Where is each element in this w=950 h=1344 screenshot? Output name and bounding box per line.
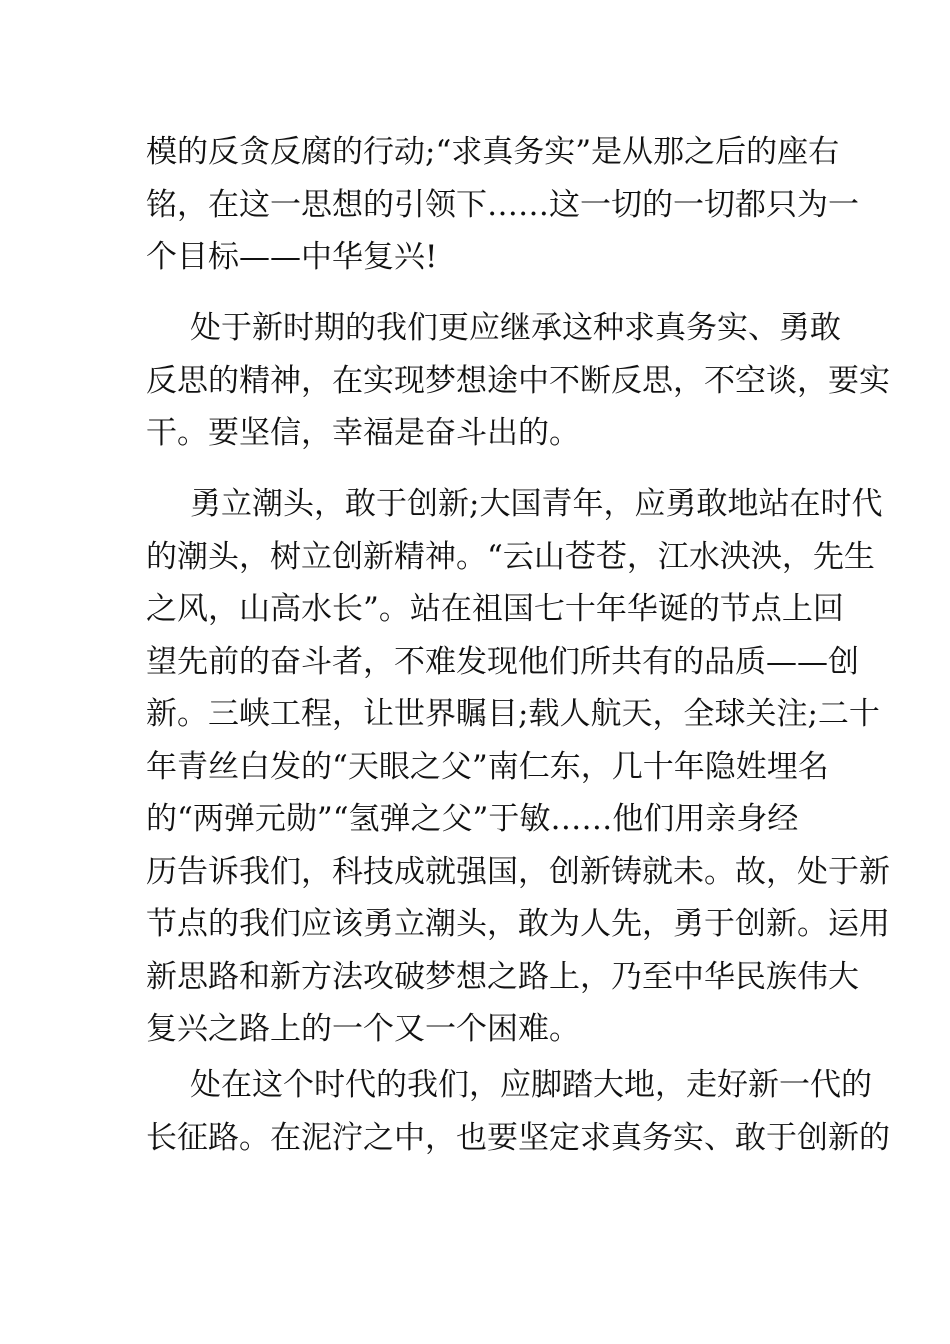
paragraph-2: [146, 302, 890, 460]
paragraph-line: 复兴之路上的一个又一个困难。: [146, 1011, 580, 1047]
paragraph-line: 新思路和新方法攻破梦想之路上，乃至中华民族伟大: [146, 958, 859, 995]
paragraph-line: 历告诉我们，科技成就强国，创新铸就未。故，处于新: [146, 853, 890, 890]
paragraph-line: 处在这个时代的我们，应脚踏大地，走好新一代的: [190, 1067, 872, 1103]
paragraph-line: 铭，在这一思想的引领下……这一切的一切都只为一: [146, 186, 859, 223]
paragraph-line: 干。要坚信，幸福是奋斗出的。: [146, 415, 580, 451]
paragraph-line: 长征路。在泥泞之中，也要坚定求真务实、敢于创新的: [146, 1119, 890, 1156]
paragraph-line: 模的反贪反腐的行动;“求真务实”是从那之后的座右: [146, 134, 840, 170]
paragraph-line: 个目标——中华复兴!: [146, 239, 438, 275]
paragraph-line: 节点的我们应该勇立潮头，敢为人先，勇于创新。运用: [146, 906, 890, 942]
paragraph-line: 新。三峡工程，让世界瞩目;载人航天，全球关注;二十: [146, 696, 880, 732]
paragraph-line: 之风，山高水长”。站在祖国七十年华诞的节点上回: [146, 591, 844, 627]
paragraph-4: [146, 1059, 890, 1164]
paragraph-line: 望先前的奋斗者，不难发现他们所共有的品质——创: [146, 643, 859, 680]
paragraph-line: 的“两弹元勋”“氢弹之父”于敏……他们用亲身经: [146, 801, 799, 837]
paragraph-line: 勇立潮头，敢于创新;大国青年，应勇敢地站在时代: [190, 486, 883, 522]
paragraph-1: [146, 126, 859, 284]
paragraph-line: 处于新时期的我们更应继承这种求真务实、勇敢: [190, 310, 841, 346]
paragraph-3: [146, 478, 890, 1056]
paragraph-line: 反思的精神，在实现梦想途中不断反思，不空谈，要实: [146, 362, 890, 399]
paragraph-line: 年青丝白发的“天眼之父”南仁东，几十年隐姓埋名: [146, 748, 829, 785]
paragraph-line: 的潮头，树立创新精神。“云山苍苍，江水泱泱，先生: [146, 538, 875, 575]
